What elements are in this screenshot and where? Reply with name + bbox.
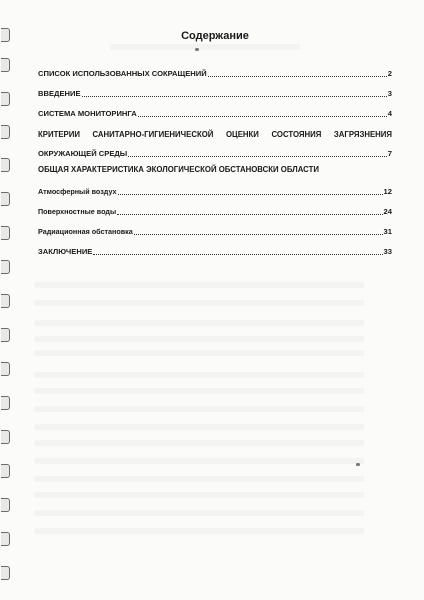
binding-hole (1, 464, 10, 478)
toc-item-page: 4 (387, 109, 392, 118)
binding-hole (1, 430, 10, 444)
toc-item[interactable] (38, 108, 392, 119)
toc-leader-dots (208, 76, 387, 77)
toc-item[interactable] (38, 226, 392, 237)
binding-hole (1, 328, 10, 342)
toc-item[interactable] (38, 246, 392, 257)
binding-hole (1, 260, 10, 274)
binding-hole (1, 192, 10, 206)
toc-item-label-line1: КРИТЕРИИ САНИТАРНО-ГИГИЕНИЧЕСКОЙ ОЦЕНКИ СОСТОЯНИЯ ЗАГРЯЗНЕНИЯ (38, 130, 392, 139)
toc-leader-dots (134, 234, 383, 235)
toc-item-label: Атмосферный воздух (38, 187, 117, 196)
binding-hole (1, 498, 10, 512)
binding-hole (1, 58, 10, 72)
binding-hole (1, 158, 10, 172)
toc-item-page: 31 (383, 227, 392, 236)
toc-item[interactable] (38, 186, 392, 197)
toc-item-label: СИСТЕМА МОНИТОРИНГА (38, 109, 137, 118)
ink-speck (356, 463, 360, 466)
toc-item-page: 24 (383, 207, 392, 216)
toc-item-page: 33 (383, 247, 392, 256)
binding-hole (1, 125, 10, 139)
toc-item-page: 7 (387, 149, 392, 158)
toc-leader-dots (118, 194, 383, 195)
toc-item-label: ВВЕДЕНИЕ (38, 89, 81, 98)
binding-holes (0, 0, 12, 600)
toc-item[interactable] (38, 128, 392, 159)
toc-item[interactable] (38, 68, 392, 79)
toc-item[interactable] (38, 88, 392, 99)
toc-item-label: ЗАКЛЮЧЕНИЕ (38, 247, 93, 256)
toc-item-page: 3 (387, 89, 392, 98)
toc-item-label: Поверхностные воды (38, 207, 117, 216)
toc-title: Содержание (181, 30, 249, 42)
binding-hole (1, 362, 10, 376)
table-of-contents (38, 30, 392, 266)
binding-hole (1, 28, 10, 42)
binding-hole (1, 92, 10, 106)
toc-item-line2 (38, 148, 392, 159)
toc-leader-dots (138, 116, 387, 117)
toc-item-label: СПИСОК ИСПОЛЬЗОВАННЫХ СОКРАЩЕНИЙ (38, 69, 207, 78)
binding-hole (1, 566, 10, 580)
toc-leader-dots (93, 254, 382, 255)
toc-leader-dots (128, 156, 387, 157)
binding-hole (1, 294, 10, 308)
toc-item-label: Радиационная обстановка (38, 227, 133, 236)
toc-item-page: 12 (383, 187, 392, 196)
binding-hole (1, 532, 10, 546)
binding-hole (1, 396, 10, 410)
toc-leader-dots (82, 96, 387, 97)
toc-item-label-line2: ОКРУЖАЮЩЕЙ СРЕДЫ (38, 149, 128, 158)
toc-item[interactable] (38, 206, 392, 217)
toc-section-heading[interactable]: ОБЩАЯ ХАРАКТЕРИСТИКА ЭКОЛОГИЧЕСКОЙ ОБСТАНОВСКИ ОБЛАСТИ (38, 165, 319, 174)
binding-hole (1, 226, 10, 240)
toc-leader-dots (117, 214, 382, 215)
toc-item-page: 2 (387, 69, 392, 78)
